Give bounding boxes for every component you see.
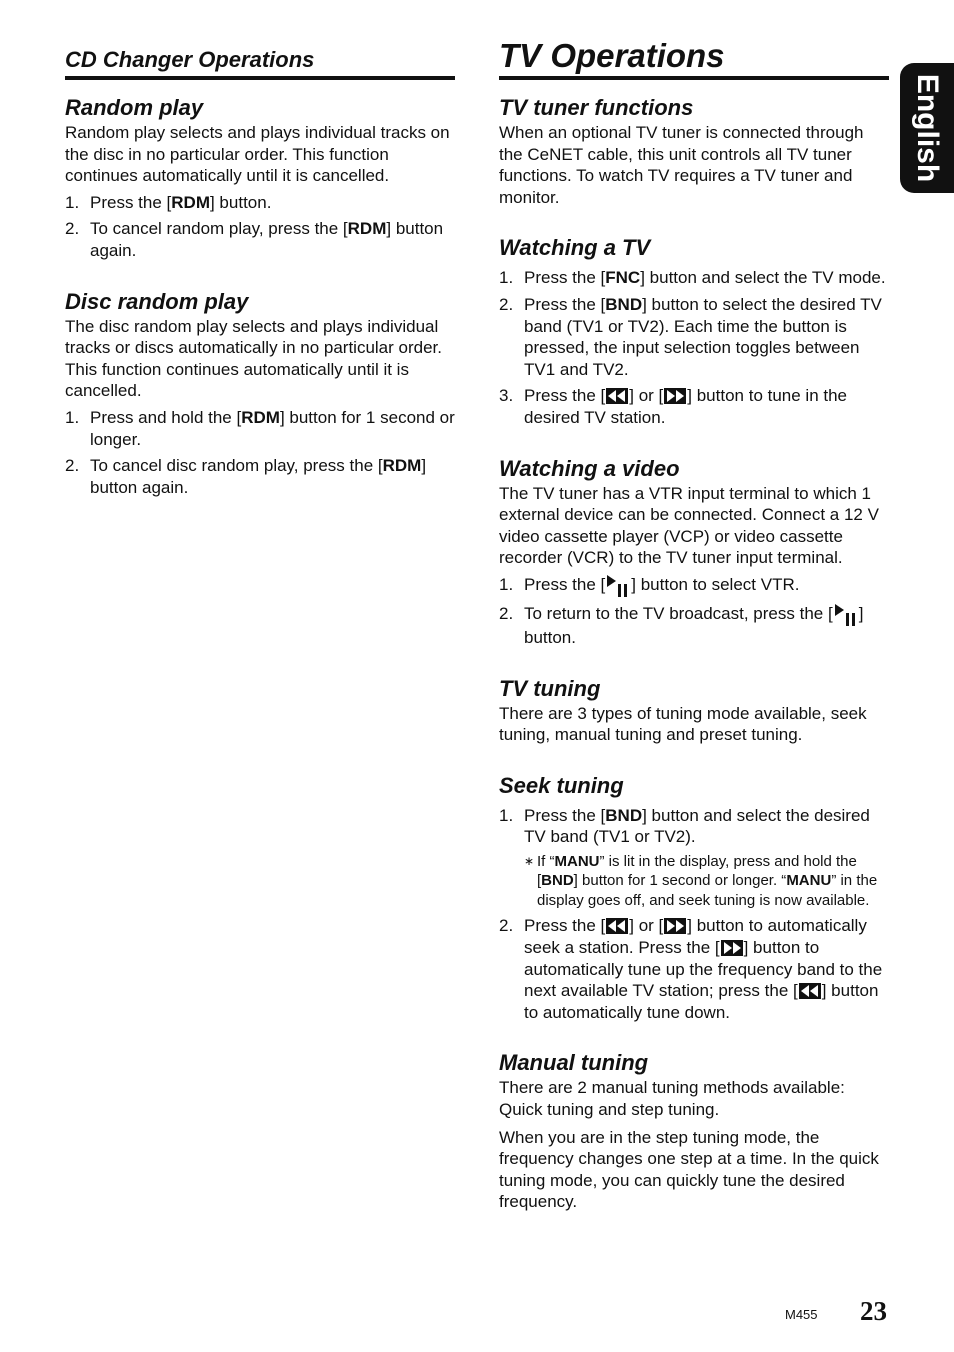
- tv-tuning-description: There are 3 types of tuning mode available, seek tuning, manual tuning and preset tuning.: [499, 703, 867, 745]
- list-item: 1. Press the [RDM] button.: [65, 192, 272, 212]
- random-play-description: Random play selects and plays individual tracks on the disc in no particular order. This function continues automatically until it is cancelled.: [65, 123, 450, 186]
- right-content: [499, 94, 889, 1213]
- list-item: 2. Press the [BND] button to select the desired TV band (TV1 or TV2). Each time the button is pressed, the input selection toggles between TV1 and TV2.: [499, 294, 882, 379]
- seek-tuning-steps: [499, 805, 889, 1024]
- left-content: [65, 94, 455, 503]
- section-title-cd-changer: CD Changer Operations: [65, 45, 455, 80]
- list-item: 1. Press the [BND] button and select the desired TV band (TV1 or TV2). ∗ If “MANU” is lit in the display, press and hold the [BND] button for 1 second or longer. “MANU” in the display goes off, and seek tuning is now available.: [499, 805, 889, 911]
- heading-manual-tuning: Manual tuning: [499, 1050, 649, 1076]
- rewind-icon: [798, 983, 822, 999]
- fast-forward-icon: [720, 940, 744, 956]
- manual-tuning-explanation: When you are in the step tuning mode, the frequency changes one step at a time. In the quick tuning mode, you can quickly tune the desired frequency.: [499, 1127, 879, 1212]
- list-item: 3. Press the [ ] or [ ] button to tune in the desired TV station.: [499, 386, 848, 427]
- play-pause-icon: [833, 603, 859, 627]
- section-title-tv-operations: TV Operations: [499, 36, 889, 80]
- tv-tuner-functions-description: When an optional TV tuner is connected through the CeNET cable, this unit controls all TV tuner functions. To watch TV requires a TV tuner and monitor.: [499, 123, 864, 207]
- heading-watching-video: Watching a video: [499, 455, 680, 481]
- heading-random-play: Random play: [65, 95, 204, 120]
- watching-video-steps: [499, 574, 889, 649]
- rewind-icon: [605, 918, 629, 934]
- watching-tv-steps: [499, 267, 889, 428]
- heading-tv-tuning: TV tuning: [499, 675, 601, 701]
- rewind-icon: [605, 388, 629, 404]
- model-number: M455: [785, 1307, 818, 1322]
- disc-random-play-description: The disc random play selects and plays individual tracks or discs automatically in no particular order. This function continues automatically until it is cancelled.: [65, 316, 442, 401]
- manual-tuning-methods: There are 2 manual tuning methods available: Quick tuning and step tuning.: [499, 1078, 845, 1119]
- fast-forward-icon: [663, 918, 687, 934]
- play-pause-icon: [605, 574, 631, 598]
- language-tab: [900, 63, 954, 193]
- list-item: 2. To cancel disc random play, press the [RDM] button again.: [65, 456, 427, 497]
- seek-tuning-note: ∗ If “MANU” is lit in the display, press and hold the [BND] button for 1 second or longer. “MANU” in the display goes off, and seek tuning is now available.: [524, 852, 878, 909]
- fast-forward-icon: [663, 388, 687, 404]
- heading-tv-tuner-functions: TV tuner functions: [499, 95, 694, 120]
- disc-random-play-steps: [65, 407, 455, 498]
- heading-watching-tv: Watching a TV: [499, 235, 651, 261]
- heading-disc-random-play: Disc random play: [65, 288, 249, 314]
- watching-video-description: The TV tuner has a VTR input terminal to which 1 external device can be connected. Connect a 12 V video cassette player (VCP) or video cassette recorder (VCR) to the TV tuner input terminal.: [499, 483, 879, 568]
- language-tab-label: English: [911, 73, 944, 183]
- random-play-steps: [65, 192, 455, 262]
- list-item: 2. Press the [ ] or [ ] button to automatically seek a station. Press the [ ] button to automatically tune up the frequency band to the next available TV station; press the [ ] button to automatically tune down.: [499, 916, 883, 1022]
- page-number: 23: [860, 1296, 887, 1326]
- list-item: 2. To cancel random play, press the [RDM] button again.: [65, 219, 444, 260]
- list-item: 1. Press the [ ] button to select VTR.: [499, 574, 889, 598]
- list-item: 1. Press and hold the [RDM] button for 1 second or longer.: [65, 407, 455, 449]
- list-item: 2. To return to the TV broadcast, press the [ ] button.: [499, 603, 864, 647]
- heading-seek-tuning: Seek tuning: [499, 772, 624, 798]
- list-item: 1. Press the [FNC] button and select the TV mode.: [499, 268, 886, 288]
